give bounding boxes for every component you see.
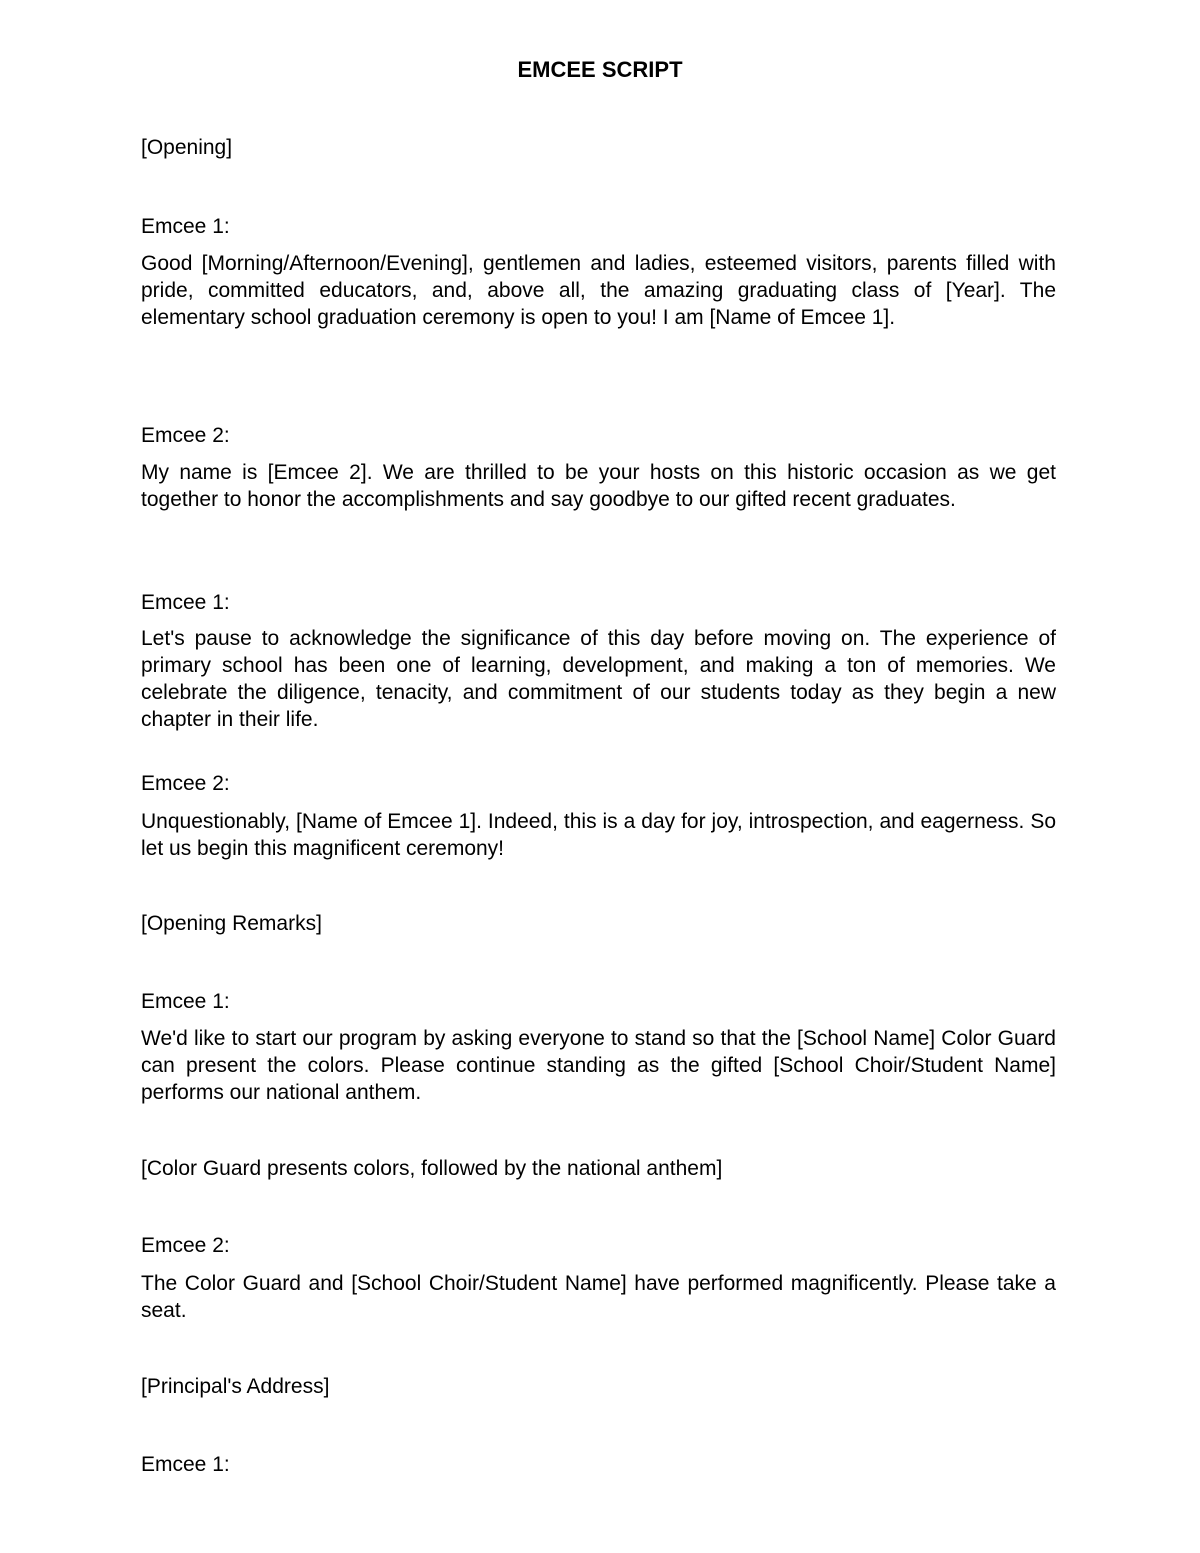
speaker-label: Emcee 1:	[141, 215, 230, 238]
document-title: EMCEE SCRIPT	[517, 57, 683, 82]
script-paragraph: My name is [Emcee 2]. We are thrilled to be your hosts on this historic occasion as we get together to honor the accomplishments and say goodbye to our gifted recent graduates.	[141, 461, 1056, 511]
speaker-label: Emcee 2:	[141, 424, 230, 447]
script-paragraph: Unquestionably, [Name of Emcee 1]. Indeed, this is a day for joy, introspection, and eagerness. So let us begin this magnificent ceremony!	[141, 810, 1056, 860]
speaker-label: Emcee 2:	[141, 1234, 230, 1257]
section-heading-opening: [Opening]	[141, 136, 233, 159]
speaker-label: Emcee 1:	[141, 591, 230, 614]
script-paragraph: Good [Morning/Afternoon/Evening], gentlemen and ladies, esteemed visitors, parents filled with pride, committed educators, and, above all, the amazing graduating class of [Year]. The elementary school graduation ceremony is open to you! I am [Name of Emcee 1].	[141, 252, 1056, 329]
stage-direction: [Color Guard presents colors, followed by the national anthem]	[141, 1157, 723, 1180]
script-paragraph: Let's pause to acknowledge the significance of this day before moving on. The experience of primary school has been one of learning, development, and making a ton of memories. We celebrate the diligence, tenacity, and commitment of our students today as they begin a new chapter in their life.	[141, 627, 1056, 731]
script-paragraph: The Color Guard and [School Choir/Student Name] have performed magnificently. Please take a seat.	[141, 1272, 1056, 1322]
section-heading-opening-remarks: [Opening Remarks]	[141, 912, 322, 935]
speaker-label: Emcee 1:	[141, 990, 230, 1013]
speaker-label: Emcee 1:	[141, 1453, 230, 1476]
script-paragraph: We'd like to start our program by asking everyone to stand so that the [School Name] Color Guard can present the colors. Please continue standing as the gifted [School Choir/Student Name] performs our national anthem.	[141, 1027, 1056, 1104]
section-heading-principals-address: [Principal's Address]	[141, 1375, 330, 1398]
speaker-label: Emcee 2:	[141, 772, 230, 795]
